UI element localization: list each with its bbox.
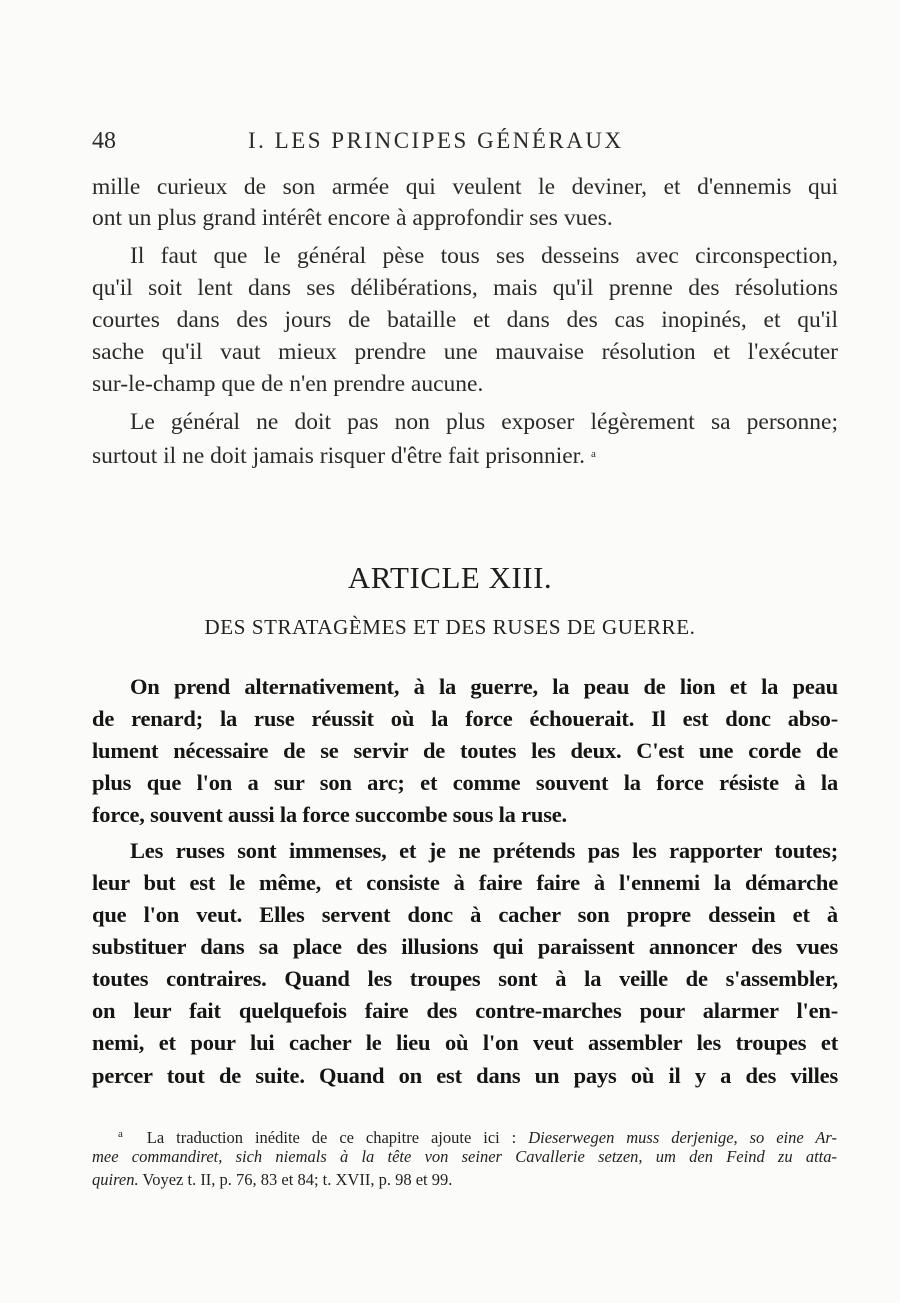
footnote-line — [92, 1169, 837, 1192]
text-line-with-footnote — [92, 439, 838, 471]
text-line: On prend alternativement, à la guerre, la peau de lion et la peau — [130, 674, 838, 699]
text-line: sache qu'il vaut mieux prendre une mauvaise résolution et l'exécuter — [92, 339, 838, 365]
footnote-text: Voyez t. II, p. 76, 83 et 84; t. XVII, p. 98 et 99. — [138, 1170, 453, 1189]
text-line: Les ruses sont immenses, et je ne prétends pas les rapporter toutes; — [130, 838, 838, 863]
text-line: que l'on veut. Elles servent donc à cacher son propre dessein et à — [92, 902, 838, 927]
page-number: 48 — [92, 128, 116, 154]
text-line: de renard; la ruse réussit où la force échouerait. Il est donc abso- — [92, 706, 838, 731]
text-line: Le général ne doit pas non plus exposer légèrement sa personne; — [130, 409, 838, 435]
footnote-quote: Dieserwegen muss derjenige, so eine Ar- — [528, 1128, 837, 1147]
text-line: lument nécessaire de se servir de toutes les deux. C'est une corde de — [92, 738, 838, 763]
article-title: ARTICLE XIII. — [347, 560, 553, 595]
text-line: substituer dans sa place des illusions qui paraissent annoncer des vues — [92, 934, 838, 959]
footnote-text: La traduction inédite de ce chapitre ajoute ici : — [146, 1128, 529, 1147]
footnote-marker: a — [118, 1128, 123, 1140]
text-line: sur-le-champ que de n'en prendre aucune. — [92, 371, 484, 397]
text-line: leur but est le même, et consiste à faire faire à l'ennemi la démarche — [92, 870, 838, 895]
article-subtitle: DES STRATAGÈMES ET DES RUSES DE GUERRE. — [204, 615, 696, 639]
text-line: courtes dans des jours de bataille et dans des cas inopinés, et qu'il — [92, 307, 838, 333]
text-line: toutes contraires. Quand les troupes sont à la veille de s'assembler, — [92, 966, 838, 991]
text-line: qu'il soit lent dans ses délibérations, mais qu'il prenne des résolutions — [92, 275, 838, 301]
footnote-quote: mee commandiret, sich niemals à la tête von seiner Cavallerie setzen, um den Feind zu atta- — [92, 1147, 837, 1166]
text-line: ont un plus grand intérêt encore à approfondir ses vues. — [92, 205, 613, 231]
text-line: percer tout de suite. Quand on est dans un pays où il y a des villes — [92, 1063, 838, 1088]
text-line: plus que l'on a sur son arc; et comme souvent la force résiste à la — [92, 770, 838, 795]
text-line: mille curieux de son armée qui veulent le deviner, et d'ennemis qui — [92, 174, 838, 200]
text-line: force, souvent aussi la force succombe sous la ruse. — [92, 802, 567, 827]
footnote-quote: quiren. — [92, 1170, 139, 1189]
text-line: Il faut que le général pèse tous ses desseins avec circonspection, — [130, 243, 838, 269]
running-title: I. LES PRINCIPES GÉNÉRAUX — [248, 128, 624, 153]
footnote-line — [92, 1146, 837, 1169]
text: surtout il ne doit jamais risquer d'être fait prisonnier. — [92, 443, 586, 469]
text-line: nemi, et pour lui cacher le lieu où l'on veut assembler les troupes et — [92, 1030, 838, 1055]
text-line: on leur fait quelquefois faire des contre-marches pour alarmer l'en- — [92, 998, 838, 1023]
footnote-marker: a — [590, 448, 596, 460]
